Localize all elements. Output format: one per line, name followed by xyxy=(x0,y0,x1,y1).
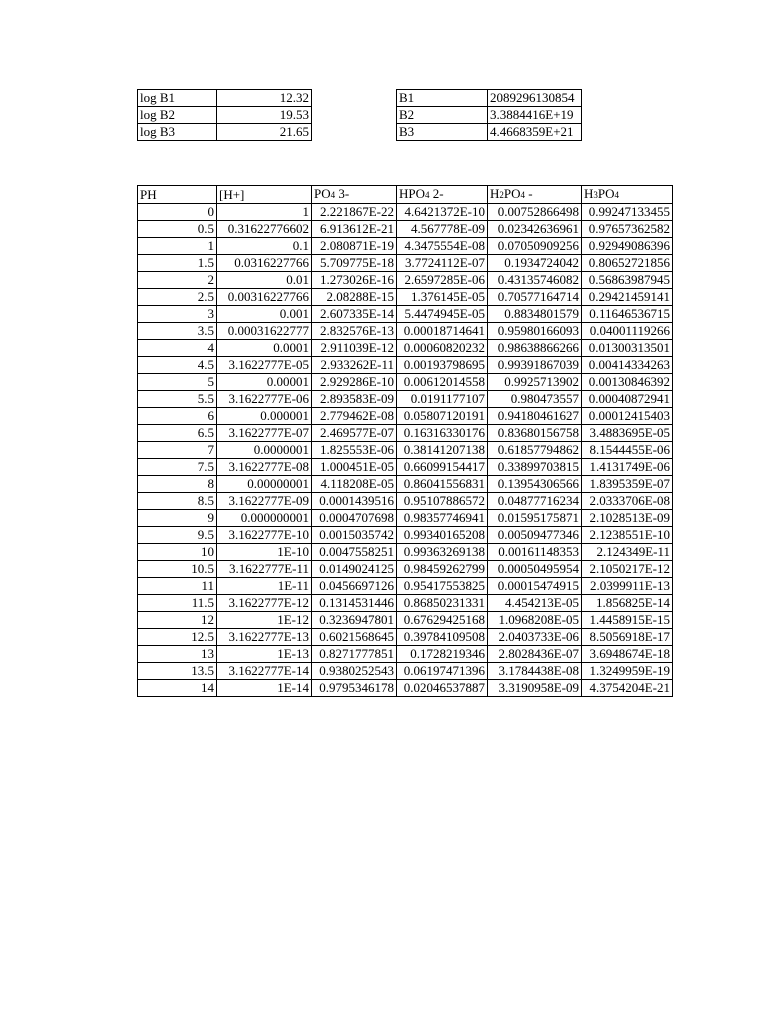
table-row xyxy=(397,107,582,124)
po4-cell: 1.273026E-16 xyxy=(312,272,397,289)
h3po4-cell: 1.4131749E-06 xyxy=(582,459,673,476)
ph-cell: 3.5 xyxy=(138,323,217,340)
h-concentration-cell: 3.1622777E-13 xyxy=(217,629,312,646)
h-concentration-cell: 0.001 xyxy=(217,306,312,323)
log-beta-value: 12.32 xyxy=(217,90,312,107)
ph-cell: 5 xyxy=(138,374,217,391)
log-beta-label: log B1 xyxy=(138,90,217,107)
h2po4-cell: 0.00015474915 xyxy=(488,578,582,595)
h-concentration-cell: 1E-12 xyxy=(217,612,312,629)
h2po4-cell: 0.95980166093 xyxy=(488,323,582,340)
table-row xyxy=(138,493,673,510)
table-row xyxy=(138,629,673,646)
table-row xyxy=(138,612,673,629)
log-beta-value: 21.65 xyxy=(217,124,312,141)
h2po4-cell: 0.980473557 xyxy=(488,391,582,408)
ph-cell: 10 xyxy=(138,544,217,561)
po4-cell: 2.832576E-13 xyxy=(312,323,397,340)
table-row xyxy=(138,510,673,527)
table-row xyxy=(138,255,673,272)
hpo4-cell: 0.86041556831 xyxy=(397,476,488,493)
h3po4-cell: 8.5056918E-17 xyxy=(582,629,673,646)
table-row xyxy=(138,680,673,697)
h3po4-cell: 0.04001119266 xyxy=(582,323,673,340)
h-concentration-cell: 0.00001 xyxy=(217,374,312,391)
ph-cell: 4.5 xyxy=(138,357,217,374)
po4-cell: 0.3236947801 xyxy=(312,612,397,629)
h3po4-cell: 8.1544455E-06 xyxy=(582,442,673,459)
ph-cell: 14 xyxy=(138,680,217,697)
ph-cell: 6 xyxy=(138,408,217,425)
hpo4-cell: 0.38141207138 xyxy=(397,442,488,459)
header-h3po4: H3PO4 xyxy=(582,186,673,204)
po4-cell: 2.08288E-15 xyxy=(312,289,397,306)
ph-cell: 9 xyxy=(138,510,217,527)
h3po4-cell: 0.29421459141 xyxy=(582,289,673,306)
po4-cell: 0.0149024125 xyxy=(312,561,397,578)
table-row xyxy=(138,357,673,374)
table-row xyxy=(138,238,673,255)
h3po4-cell: 0.92949086396 xyxy=(582,238,673,255)
table-row xyxy=(138,459,673,476)
h2po4-cell: 0.00752866498 xyxy=(488,204,582,221)
table-row xyxy=(138,204,673,221)
table-row xyxy=(138,221,673,238)
table-row xyxy=(138,391,673,408)
h-concentration-cell: 3.1622777E-09 xyxy=(217,493,312,510)
hpo4-cell: 0.95417553825 xyxy=(397,578,488,595)
table-row xyxy=(138,124,312,141)
ph-cell: 3 xyxy=(138,306,217,323)
h-concentration-cell: 3.1622777E-07 xyxy=(217,425,312,442)
h-concentration-cell: 0.0316227766 xyxy=(217,255,312,272)
po4-cell: 2.893583E-09 xyxy=(312,391,397,408)
h-concentration-cell: 0.1 xyxy=(217,238,312,255)
hpo4-cell: 4.567778E-09 xyxy=(397,221,488,238)
ph-cell: 2 xyxy=(138,272,217,289)
h3po4-cell: 0.00130846392 xyxy=(582,374,673,391)
ph-cell: 5.5 xyxy=(138,391,217,408)
h2po4-cell: 0.8834801579 xyxy=(488,306,582,323)
po4-cell: 2.469577E-07 xyxy=(312,425,397,442)
po4-cell: 0.9795346178 xyxy=(312,680,397,697)
hpo4-cell: 0.00018714641 xyxy=(397,323,488,340)
po4-cell: 0.0001439516 xyxy=(312,493,397,510)
hpo4-cell: 0.00612014558 xyxy=(397,374,488,391)
h-concentration-cell: 3.1622777E-11 xyxy=(217,561,312,578)
h2po4-cell: 0.13954306566 xyxy=(488,476,582,493)
hpo4-cell: 1.376145E-05 xyxy=(397,289,488,306)
h-concentration-cell: 1E-14 xyxy=(217,680,312,697)
po4-cell: 0.0456697126 xyxy=(312,578,397,595)
table-row xyxy=(138,544,673,561)
ph-cell: 9.5 xyxy=(138,527,217,544)
log-beta-value: 19.53 xyxy=(217,107,312,124)
h3po4-cell: 3.4883695E-05 xyxy=(582,425,673,442)
table-row xyxy=(138,663,673,680)
table-row xyxy=(397,124,582,141)
hpo4-cell: 0.67629425168 xyxy=(397,612,488,629)
h2po4-cell: 1.0968208E-05 xyxy=(488,612,582,629)
po4-cell: 2.779462E-08 xyxy=(312,408,397,425)
ph-cell: 1 xyxy=(138,238,217,255)
beta-value: 4.4668359E+21 xyxy=(488,124,582,141)
h2po4-cell: 0.70577164714 xyxy=(488,289,582,306)
po4-cell: 5.709775E-18 xyxy=(312,255,397,272)
hpo4-cell: 4.6421372E-10 xyxy=(397,204,488,221)
h-concentration-cell: 0.01 xyxy=(217,272,312,289)
hpo4-cell: 0.86850231331 xyxy=(397,595,488,612)
log-beta-label: log B2 xyxy=(138,107,217,124)
ph-cell: 7 xyxy=(138,442,217,459)
table-row xyxy=(138,425,673,442)
hpo4-cell: 0.02046537887 xyxy=(397,680,488,697)
table-row xyxy=(138,374,673,391)
hpo4-cell: 0.95107886572 xyxy=(397,493,488,510)
po4-cell: 0.0015035742 xyxy=(312,527,397,544)
h2po4-cell: 0.9925713902 xyxy=(488,374,582,391)
h-concentration-cell: 0.0000001 xyxy=(217,442,312,459)
h3po4-cell: 0.97657362582 xyxy=(582,221,673,238)
h2po4-cell: 0.99391867039 xyxy=(488,357,582,374)
table-row xyxy=(138,323,673,340)
hpo4-cell: 0.16316330176 xyxy=(397,425,488,442)
hpo4-cell: 4.3475554E-08 xyxy=(397,238,488,255)
ph-cell: 8 xyxy=(138,476,217,493)
h-concentration-cell: 0.000001 xyxy=(217,408,312,425)
po4-cell: 0.0004707698 xyxy=(312,510,397,527)
h-concentration-cell: 3.1622777E-06 xyxy=(217,391,312,408)
header-hpo4: HPO4 2- xyxy=(397,186,488,204)
h3po4-cell: 0.00040872941 xyxy=(582,391,673,408)
h2po4-cell: 0.61857794862 xyxy=(488,442,582,459)
po4-cell: 1.825553E-06 xyxy=(312,442,397,459)
po4-cell: 2.933262E-11 xyxy=(312,357,397,374)
h-concentration-cell: 0.00000001 xyxy=(217,476,312,493)
po4-cell: 0.0047558251 xyxy=(312,544,397,561)
h2po4-cell: 0.94180461627 xyxy=(488,408,582,425)
hpo4-cell: 0.98459262799 xyxy=(397,561,488,578)
h3po4-cell: 1.856825E-14 xyxy=(582,595,673,612)
h2po4-cell: 0.00161148353 xyxy=(488,544,582,561)
table-row xyxy=(138,90,312,107)
h-concentration-cell: 3.1622777E-10 xyxy=(217,527,312,544)
h3po4-cell: 0.11646536715 xyxy=(582,306,673,323)
ph-cell: 10.5 xyxy=(138,561,217,578)
h3po4-cell: 2.1050217E-12 xyxy=(582,561,673,578)
po4-cell: 2.221867E-22 xyxy=(312,204,397,221)
table-row xyxy=(138,476,673,493)
ph-cell: 4 xyxy=(138,340,217,357)
table-row xyxy=(138,578,673,595)
hpo4-cell: 0.99363269138 xyxy=(397,544,488,561)
table-row xyxy=(138,595,673,612)
po4-cell: 6.913612E-21 xyxy=(312,221,397,238)
h3po4-cell: 1.3249959E-19 xyxy=(582,663,673,680)
h-concentration-cell: 0.00031622777 xyxy=(217,323,312,340)
h3po4-cell: 0.99247133455 xyxy=(582,204,673,221)
hpo4-cell: 0.99340165208 xyxy=(397,527,488,544)
po4-cell: 0.9380252543 xyxy=(312,663,397,680)
beta-value: 3.3884416E+19 xyxy=(488,107,582,124)
beta-label: B2 xyxy=(397,107,488,124)
header-h-concentration: [H+] xyxy=(217,186,312,204)
h2po4-cell: 0.07050909256 xyxy=(488,238,582,255)
h-concentration-cell: 3.1622777E-14 xyxy=(217,663,312,680)
table-row xyxy=(138,442,673,459)
h2po4-cell: 3.1784438E-08 xyxy=(488,663,582,680)
po4-cell: 2.929286E-10 xyxy=(312,374,397,391)
hpo4-cell: 0.06197471396 xyxy=(397,663,488,680)
ph-cell: 12.5 xyxy=(138,629,217,646)
h2po4-cell: 0.01595175871 xyxy=(488,510,582,527)
h3po4-cell: 0.80652721856 xyxy=(582,255,673,272)
ph-cell: 6.5 xyxy=(138,425,217,442)
header-h2po4: H2PO4 - xyxy=(488,186,582,204)
h2po4-cell: 0.02342636961 xyxy=(488,221,582,238)
hpo4-cell: 0.1728219346 xyxy=(397,646,488,663)
h-concentration-cell: 3.1622777E-12 xyxy=(217,595,312,612)
beta-label: B1 xyxy=(397,90,488,107)
header-ph: PH xyxy=(138,186,217,204)
hpo4-cell: 2.6597285E-06 xyxy=(397,272,488,289)
table-row xyxy=(138,527,673,544)
hpo4-cell: 0.39784109508 xyxy=(397,629,488,646)
h2po4-cell: 0.98638866266 xyxy=(488,340,582,357)
h2po4-cell: 4.454213E-05 xyxy=(488,595,582,612)
ph-cell: 7.5 xyxy=(138,459,217,476)
h2po4-cell: 3.3190958E-09 xyxy=(488,680,582,697)
h-concentration-cell: 1E-10 xyxy=(217,544,312,561)
h3po4-cell: 3.6948674E-18 xyxy=(582,646,673,663)
h-concentration-cell: 1 xyxy=(217,204,312,221)
table-row xyxy=(138,340,673,357)
log-beta-label: log B3 xyxy=(138,124,217,141)
header-po4: PO4 3- xyxy=(312,186,397,204)
log-beta-table xyxy=(137,89,312,141)
hpo4-cell: 5.4474945E-05 xyxy=(397,306,488,323)
h3po4-cell: 1.8395359E-07 xyxy=(582,476,673,493)
ph-cell: 12 xyxy=(138,612,217,629)
table-row xyxy=(138,107,312,124)
h-concentration-cell: 1E-13 xyxy=(217,646,312,663)
table-row xyxy=(138,561,673,578)
h2po4-cell: 0.04877716234 xyxy=(488,493,582,510)
ph-cell: 2.5 xyxy=(138,289,217,306)
h3po4-cell: 2.124349E-11 xyxy=(582,544,673,561)
po4-cell: 2.911039E-12 xyxy=(312,340,397,357)
ph-cell: 11 xyxy=(138,578,217,595)
po4-cell: 4.118208E-05 xyxy=(312,476,397,493)
po4-cell: 2.607335E-14 xyxy=(312,306,397,323)
h-concentration-cell: 1E-11 xyxy=(217,578,312,595)
h3po4-cell: 2.1028513E-09 xyxy=(582,510,673,527)
table-row xyxy=(138,289,673,306)
h3po4-cell: 4.3754204E-21 xyxy=(582,680,673,697)
po4-cell: 1.000451E-05 xyxy=(312,459,397,476)
h2po4-cell: 0.00050495954 xyxy=(488,561,582,578)
beta-label: B3 xyxy=(397,124,488,141)
phosphate-speciation-table xyxy=(137,185,673,697)
h3po4-cell: 1.4458915E-15 xyxy=(582,612,673,629)
ph-cell: 8.5 xyxy=(138,493,217,510)
h2po4-cell: 0.00509477346 xyxy=(488,527,582,544)
h-concentration-cell: 0.000000001 xyxy=(217,510,312,527)
table-header-row xyxy=(138,186,673,204)
ph-cell: 11.5 xyxy=(138,595,217,612)
hpo4-cell: 0.66099154417 xyxy=(397,459,488,476)
h3po4-cell: 2.0333706E-08 xyxy=(582,493,673,510)
h3po4-cell: 0.00414334263 xyxy=(582,357,673,374)
hpo4-cell: 0.05807120191 xyxy=(397,408,488,425)
h3po4-cell: 0.00012415403 xyxy=(582,408,673,425)
hpo4-cell: 0.98357746941 xyxy=(397,510,488,527)
po4-cell: 2.080871E-19 xyxy=(312,238,397,255)
table-row xyxy=(138,306,673,323)
ph-cell: 0.5 xyxy=(138,221,217,238)
ph-cell: 13 xyxy=(138,646,217,663)
table-row xyxy=(138,408,673,425)
hpo4-cell: 0.00193798695 xyxy=(397,357,488,374)
po4-cell: 0.6021568645 xyxy=(312,629,397,646)
h-concentration-cell: 3.1622777E-05 xyxy=(217,357,312,374)
table-row xyxy=(138,646,673,663)
h-concentration-cell: 0.00316227766 xyxy=(217,289,312,306)
h-concentration-cell: 3.1622777E-08 xyxy=(217,459,312,476)
h2po4-cell: 0.33899703815 xyxy=(488,459,582,476)
h-concentration-cell: 0.31622776602 xyxy=(217,221,312,238)
table-row xyxy=(397,90,582,107)
h2po4-cell: 0.43135746082 xyxy=(488,272,582,289)
hpo4-cell: 0.0191177107 xyxy=(397,391,488,408)
h3po4-cell: 2.1238551E-10 xyxy=(582,527,673,544)
h3po4-cell: 0.01300313501 xyxy=(582,340,673,357)
beta-table xyxy=(396,89,582,141)
h3po4-cell: 0.56863987945 xyxy=(582,272,673,289)
ph-cell: 0 xyxy=(138,204,217,221)
h3po4-cell: 2.0399911E-13 xyxy=(582,578,673,595)
h2po4-cell: 0.1934724042 xyxy=(488,255,582,272)
beta-value: 2089296130854 xyxy=(488,90,582,107)
table-row xyxy=(138,272,673,289)
hpo4-cell: 0.00060820232 xyxy=(397,340,488,357)
hpo4-cell: 3.7724112E-07 xyxy=(397,255,488,272)
po4-cell: 0.8271777851 xyxy=(312,646,397,663)
h2po4-cell: 2.0403733E-06 xyxy=(488,629,582,646)
ph-cell: 1.5 xyxy=(138,255,217,272)
ph-cell: 13.5 xyxy=(138,663,217,680)
h2po4-cell: 0.83680156758 xyxy=(488,425,582,442)
h-concentration-cell: 0.0001 xyxy=(217,340,312,357)
po4-cell: 0.1314531446 xyxy=(312,595,397,612)
h2po4-cell: 2.8028436E-07 xyxy=(488,646,582,663)
